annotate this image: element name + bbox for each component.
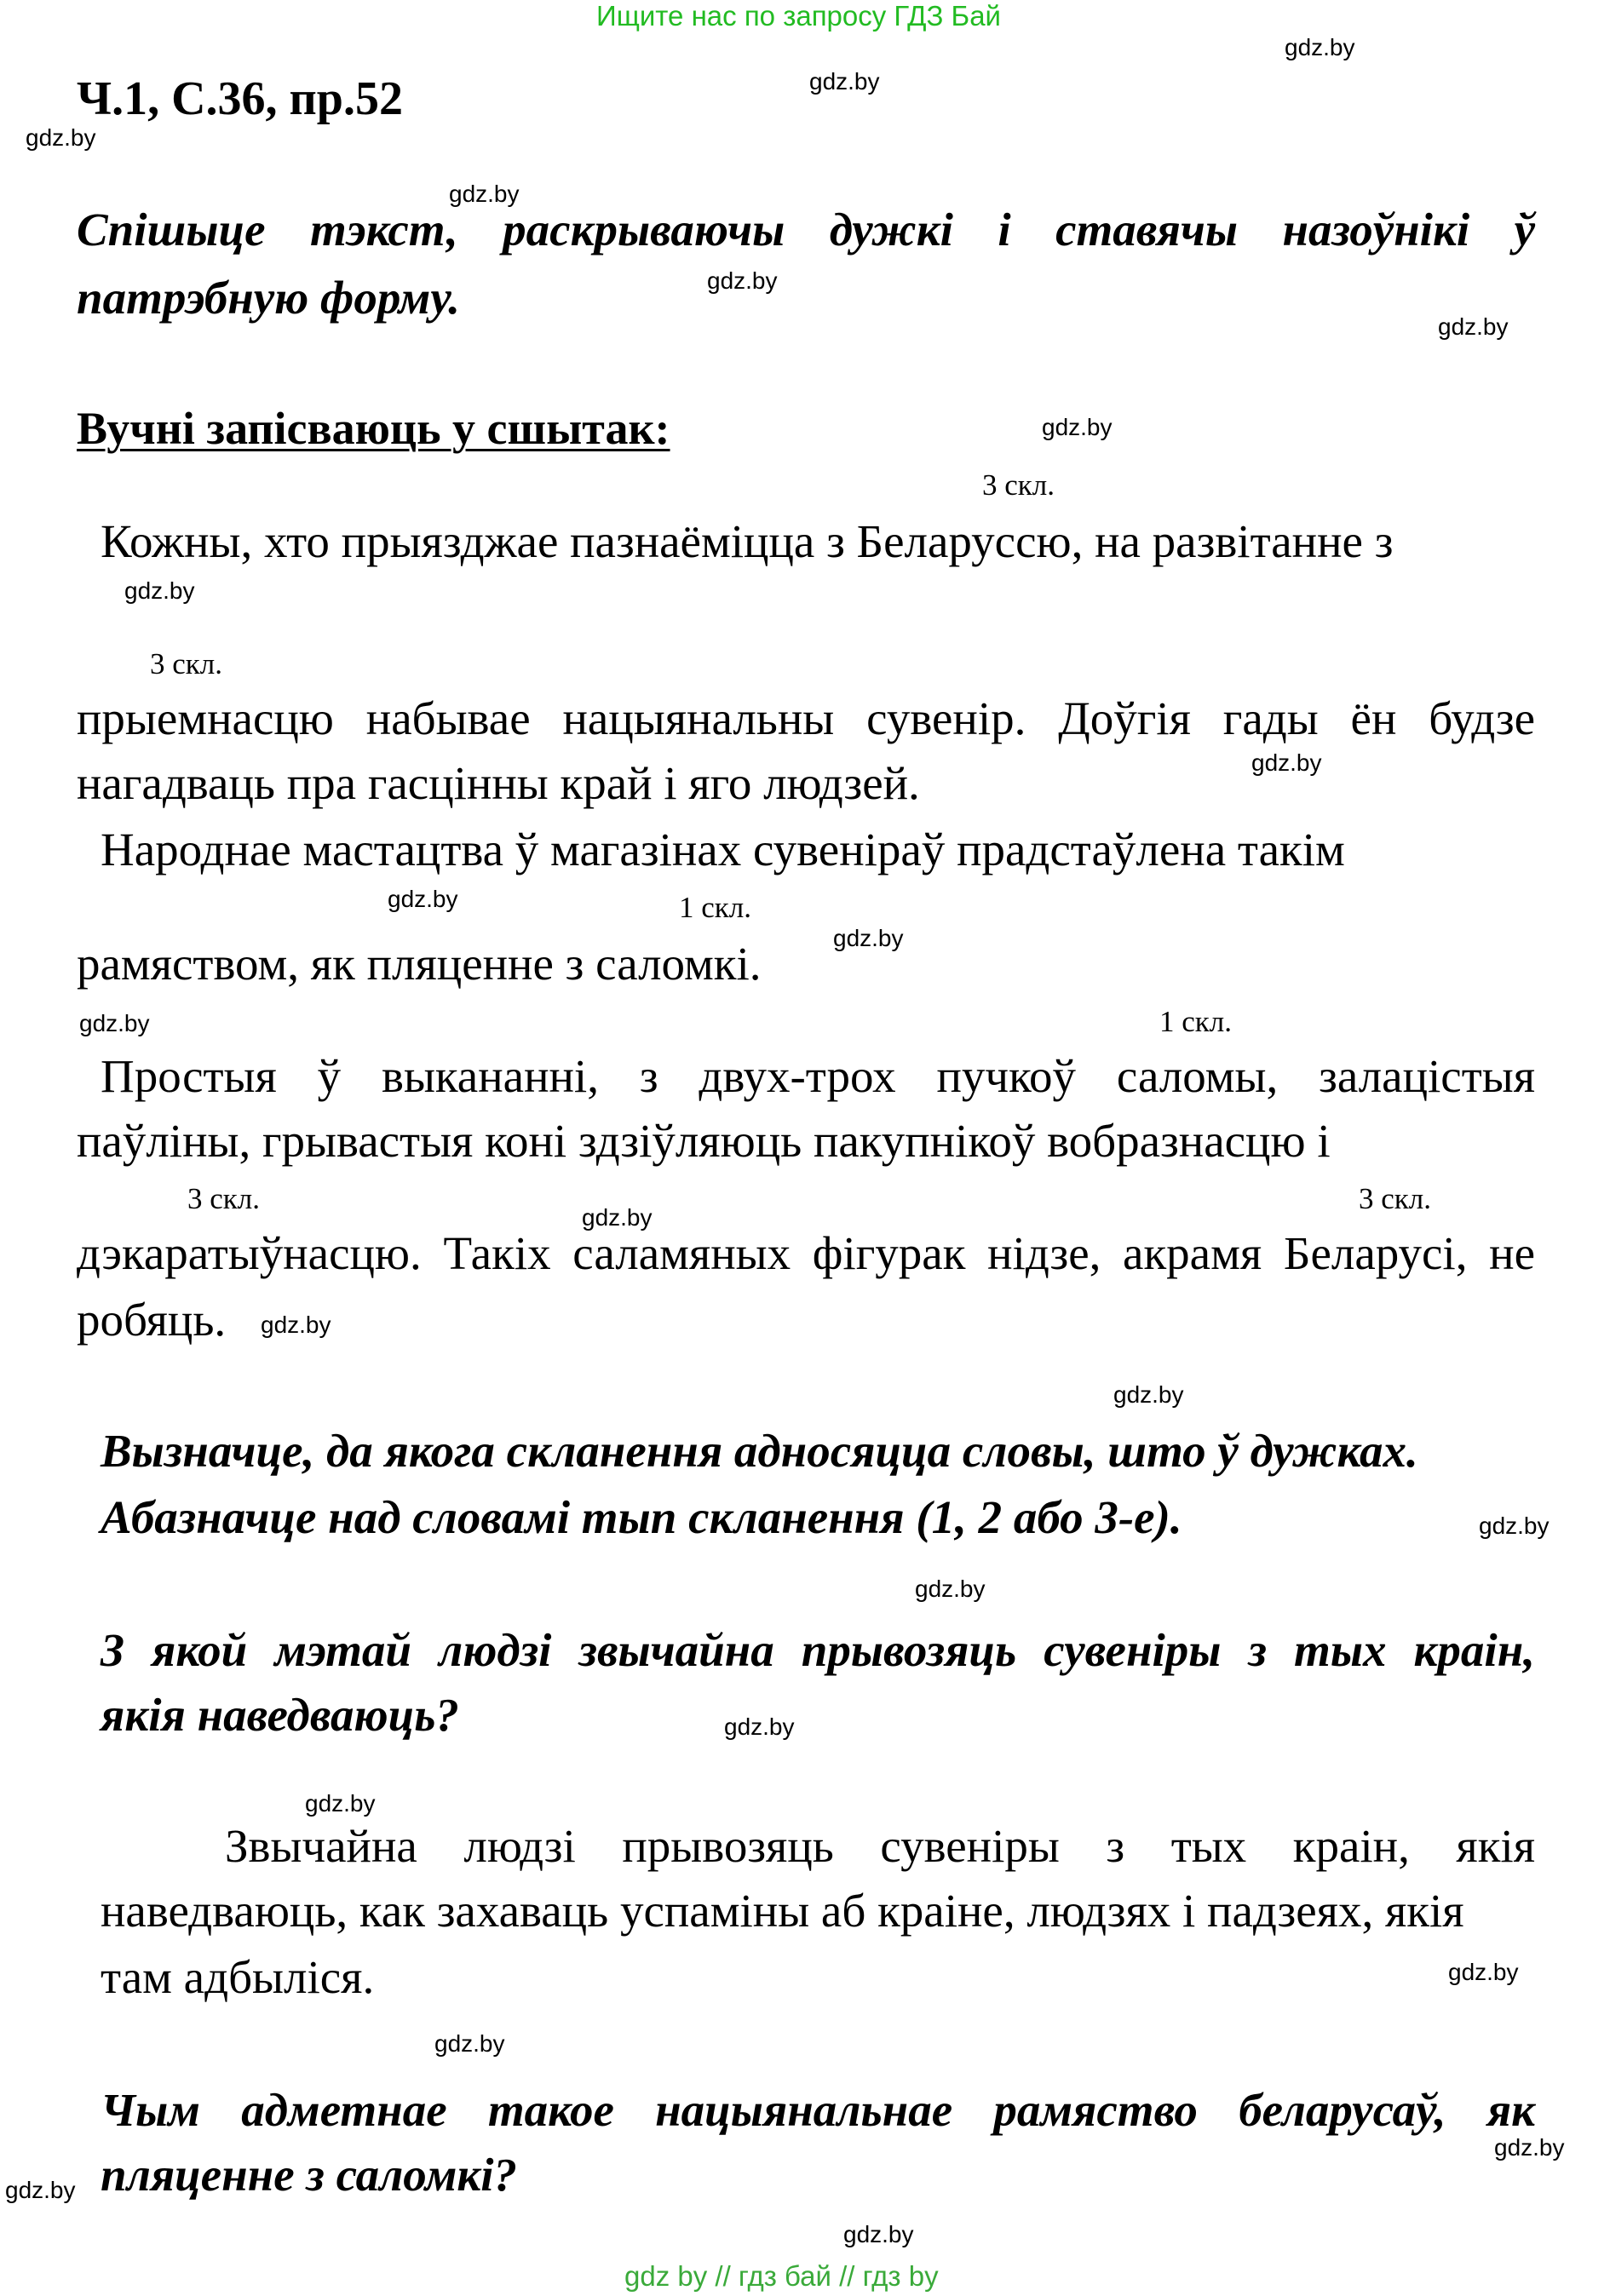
watermark: gdz.by (833, 925, 904, 951)
declension-note: 1 скл. (679, 891, 752, 924)
watermark: gdz.by (388, 886, 458, 912)
watermark: gdz.by (724, 1713, 795, 1740)
watermark: gdz.by (1113, 1381, 1184, 1408)
watermark: gdz.by (1448, 1959, 1519, 1985)
watermark: gdz.by (434, 2030, 505, 2057)
task-line: якія наведваюць? (101, 1689, 459, 1741)
section-subheading: Вучні запісваюць у сшытак: (77, 403, 670, 454)
watermark: gdz.by (261, 1312, 331, 1338)
text-line: Народнае мастацтва ў магазінах сувеніраў прадстаўлена такім (101, 824, 1345, 875)
answer-line: там адбыліся. (101, 1951, 375, 2003)
answer-line: Звычайна людзі прывозяць сувеніры з тых краін, якія (225, 1820, 1535, 1872)
watermark: gdz.by (305, 1790, 376, 1817)
declension-note: 3 скл. (1359, 1182, 1432, 1215)
bottom-links[interactable]: gdz by // гдз бай // гдз by (624, 2260, 939, 2292)
watermark: gdz.by (1479, 1512, 1550, 1539)
task-line: Вызначце, да якога скланення адносяцца словы, што ў дужках. (101, 1425, 1418, 1477)
text-line: паўліны, грывастыя коні здзіўляюць пакупнікоў вобразнасцю і (77, 1115, 1331, 1167)
task-line: З якой мэтай людзі звычайна прывозяць сувеніры з тых краін, (101, 1624, 1535, 1676)
watermark: gdz.by (1494, 2134, 1565, 2161)
top-banner-link[interactable]: Ищите нас по запросу ГДЗ Бай (596, 0, 1001, 32)
watermark: gdz.by (1438, 313, 1509, 340)
watermark: gdz.by (707, 267, 778, 294)
watermark: gdz.by (1251, 749, 1322, 776)
task-line: Спішыце тэкст, раскрываючы дужкі і ставячы назоўнікі ў (77, 204, 1535, 255)
watermark: gdz.by (843, 2221, 914, 2247)
text-line: Кожны, хто прыязджае пазнаёміцца з Беларуссю, на развітанне з (101, 515, 1394, 567)
watermark: gdz.by (79, 1010, 150, 1036)
watermark: gdz.by (582, 1204, 653, 1231)
text-line: робяць. (77, 1294, 227, 1346)
declension-note: 3 скл. (187, 1182, 261, 1215)
text-line: прыемнасцю набывае нацыянальны сувенір. Доўгія гады ён будзе (77, 692, 1535, 744)
task-line: Абазначце над словамі тып скланення (1, 2 або 3-е). (101, 1491, 1182, 1543)
watermark: gdz.by (5, 2177, 76, 2203)
declension-note: 3 скл. (150, 647, 223, 680)
text-line: Простыя ў выкананні, з двух-трох пучкоў саломы, залацістыя (101, 1050, 1535, 1102)
watermark: gdz.by (26, 124, 96, 151)
watermark: gdz.by (1042, 414, 1113, 440)
watermark: gdz.by (809, 68, 880, 95)
text-line: нагадваць пра гасцінны край і яго людзей. (77, 757, 920, 809)
page-title: Ч.1, С.36, пр.52 (77, 72, 403, 125)
declension-note: 3 скл. (982, 468, 1055, 502)
watermark: gdz.by (449, 181, 520, 207)
task-line: Чым адметнае такое нацыянальнае рамяство беларусаў, як (101, 2084, 1535, 2136)
text-line: дэкаратыўнасцю. Такіх саламяных фігурак нідзе, акрамя Беларусі, не (77, 1227, 1535, 1279)
watermark: gdz.by (915, 1576, 986, 1602)
declension-note: 1 скл. (1159, 1005, 1233, 1038)
watermark: gdz.by (124, 577, 195, 604)
task-line: пляценне з саломкі? (101, 2149, 518, 2201)
watermark: gdz.by (1285, 34, 1355, 60)
task-line: патрэбную форму. (77, 272, 461, 324)
text-line: рамяством, як пляценне з саломкі. (77, 938, 762, 990)
answer-line: наведваюць, как захаваць успаміны аб краіне, людзях і падзеях, якія (101, 1885, 1464, 1937)
